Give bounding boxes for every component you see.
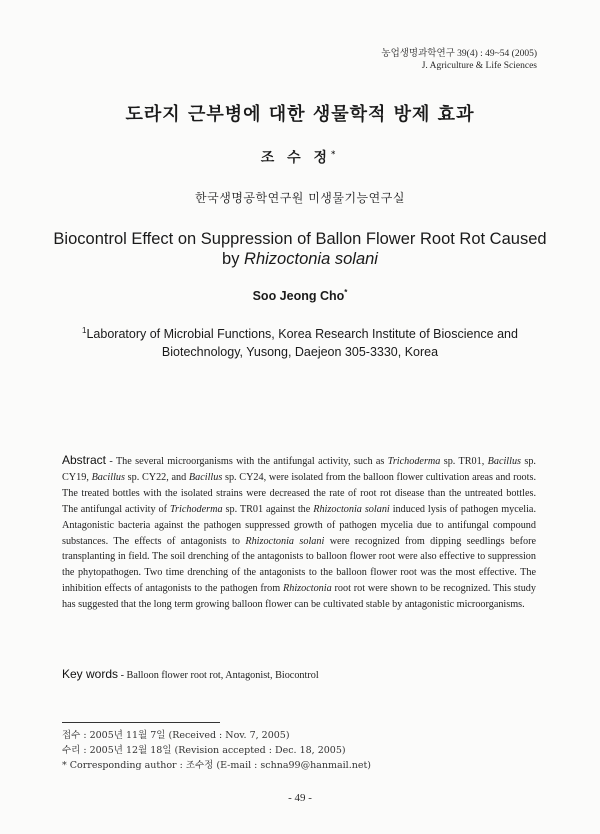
species-name: Trichoderma [387,456,441,467]
author-english [0,289,600,303]
paper-title-english [0,229,600,269]
abstract-text: root rot were shown to be recognized. This study has suggested that the long term growing balloon flower can be cultivated stable by antagonistic microorganisms. [62,583,536,611]
species-name: Rhizoctonia [283,583,332,595]
abstract-text: sp. TR01, [440,456,488,467]
author-korean-name: 조 수 정 [260,150,332,166]
keywords [62,667,536,683]
species-name: Rhizoctonia solani [245,535,325,547]
corresponding-mark: * [331,148,340,159]
abstract-heading: Abstract [62,453,107,467]
species-name: Rhizoctonia solani [313,503,390,515]
affiliation-korean: 한국생명공학연구원 미생물기능연구실 [195,191,405,205]
abstract-dash: - [106,456,116,467]
species-name: Bacillus [91,471,125,483]
species-name: Trichoderma [169,503,223,515]
abstract-paragraph [62,453,536,613]
abstract-text: sp. CY22, and [124,471,189,483]
abstract-text: sp. CY19, [62,456,536,483]
title-en-line2 [0,249,600,269]
footnote-corresponding: * Corresponding author : 조수정 (E-mail : schna99@hanmail.net) [62,760,372,771]
corresponding-mark-en: * [344,287,348,297]
abstract-text: The several microorganisms with the antifungal activity, such as [115,456,388,467]
affil-en-line1 [0,325,600,343]
abstract-text: induced lysis of pathogen mycelia. Antagonistic bacteria against the pathogen suppressed growth of pathogen mycelia due to antifungal compound substances. The effects of antagonists to [62,503,537,547]
author-korean [0,147,600,167]
affiliation-english [0,325,600,361]
title-en-line1: Biocontrol Effect on Suppression of Ballon Flower Root Rot Caused [53,230,547,248]
affil-mark: 1 [82,325,87,335]
affil-en-line2: Biotechnology, Yusong, Daejeon 305-3330, Korea [161,345,439,359]
journal-citation-ko: 농업생명과학연구 39(4) : 49~54 (2005) [381,49,537,59]
paper-title-korean: 도라지 근부병에 대한 생물학적 방제 효과 [125,104,475,125]
title-en-organism: Rhizoctonia solani [244,250,378,268]
species-name: Bacillus [487,456,522,467]
journal-name-en: J. Agriculture & Life Sciences [421,61,537,71]
abstract-text: sp. CY24, were isolated from the balloon flower cultivation areas and roots. The treated bottles with the isolated strains were decreased the rate of root rot disease than the untreated bottles. The antifungal activity of [62,471,536,515]
keywords-text: Balloon flower root rot, Antagonist, Biocontrol [126,670,319,681]
footnote-accepted: 수리 : 2005년 12월 18일 (Revision accepted : Dec. 18, 2005) [62,745,346,756]
page-number: - 49 - [288,792,312,804]
affil-en-line1-text: Laboratory of Microbial Functions, Korea Research Institute of Bioscience and [86,327,518,341]
species-name: Bacillus [188,471,223,483]
footnote-received: 접수 : 2005년 11월 7일 (Received : Nov. 7, 2005) [62,730,290,741]
abstract-text: were recognized from dipping seedlings before transplanting in field. The soil drenching of the antagonists to balloon flower root were also effective to suppression the phytopathogen. Two time drenching of the antagonists to the balloon flower root was the most effective. The inhibition effects of antagonists to the pathogen from [62,535,537,595]
abstract-text: sp. TR01 against the [222,503,314,515]
footnote-divider [62,722,220,723]
keywords-dash: - [118,670,127,681]
keywords-heading: Key words [62,667,119,681]
title-en-by: by [222,250,245,268]
author-english-name: Soo Jeong Cho [252,289,345,303]
